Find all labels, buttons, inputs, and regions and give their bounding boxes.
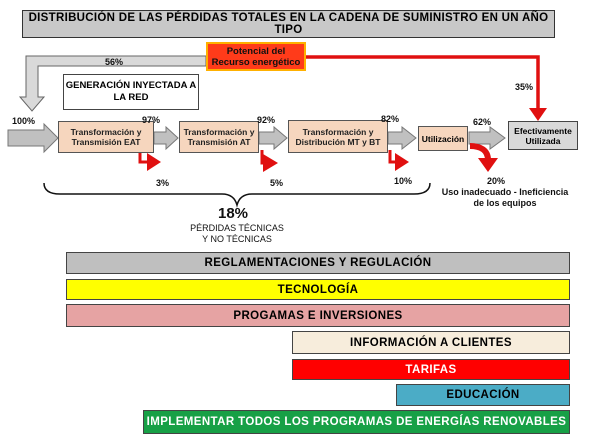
- diagram-title: DISTRIBUCIÓN DE LAS PÉRDIDAS TOTALES EN LA CADENA DE SUMINISTRO EN UN AÑO TIPO: [22, 10, 555, 38]
- uso-inadecuado-label: Uso inadecuado - Ineficiencia de los equipos: [441, 187, 569, 208]
- loss-head-1: [147, 153, 161, 171]
- generacion-box: GENERACIÓN INYECTADA A LA RED: [63, 74, 199, 110]
- pct-97: 97%: [142, 115, 161, 125]
- pct-56: 56%: [105, 57, 124, 67]
- chain-arrow-3: [259, 127, 287, 149]
- pct-100: 100%: [12, 116, 36, 126]
- band-tarifas: TARIFAS: [292, 359, 570, 380]
- band-informacion: INFORMACIÓN A CLIENTES: [292, 331, 570, 354]
- chain-arrow-2: [154, 127, 178, 149]
- band-tecnologia: TECNOLOGÍA: [66, 279, 570, 300]
- total-label: PÉRDIDAS TÉCNICAS Y NO TÉCNICAS: [190, 223, 284, 244]
- stage-at: Transformación y Transmisión AT: [179, 121, 259, 153]
- red-arrowhead-35: [529, 108, 547, 121]
- band-educacion: EDUCACIÓN: [396, 384, 570, 406]
- potencial-box: Potencial del Recurso energético: [206, 42, 306, 71]
- loss-3: 3%: [156, 178, 170, 188]
- loss-5: 5%: [270, 178, 284, 188]
- loss-arrow-4: [470, 146, 488, 160]
- loss-head-3: [395, 153, 409, 171]
- band-programas: PROGAMAS E INVERSIONES: [66, 304, 570, 327]
- loss-head-4: [478, 158, 498, 172]
- efectivamente-box: Efectivamente Utilizada: [508, 121, 578, 150]
- pct-35: 35%: [515, 82, 534, 92]
- loss-head-2: [263, 154, 278, 172]
- total-brace: [44, 183, 430, 205]
- band-renovables: IMPLEMENTAR TODOS LOS PROGRAMAS DE ENERGÍAS RENOVABLES: [143, 410, 570, 434]
- chain-arrow-1: [8, 124, 58, 152]
- stage-mt-bt: Transformación y Distribución MT y BT: [288, 120, 388, 153]
- pct-82: 82%: [381, 114, 400, 124]
- band-reglamentaciones: REGLAMENTACIONES Y REGULACIÓN: [66, 252, 570, 274]
- loss-10: 10%: [394, 176, 413, 186]
- chain-arrow-4: [388, 127, 416, 149]
- pct-92: 92%: [257, 115, 276, 125]
- stage-eat: Transformación y Transmisión EAT: [58, 121, 154, 153]
- loss-20: 20%: [487, 176, 506, 186]
- pct-62: 62%: [473, 117, 492, 127]
- red-arrow-35: [306, 57, 538, 110]
- total-pct: 18%: [218, 205, 249, 222]
- stage-utilizacion: Utilización: [418, 126, 468, 151]
